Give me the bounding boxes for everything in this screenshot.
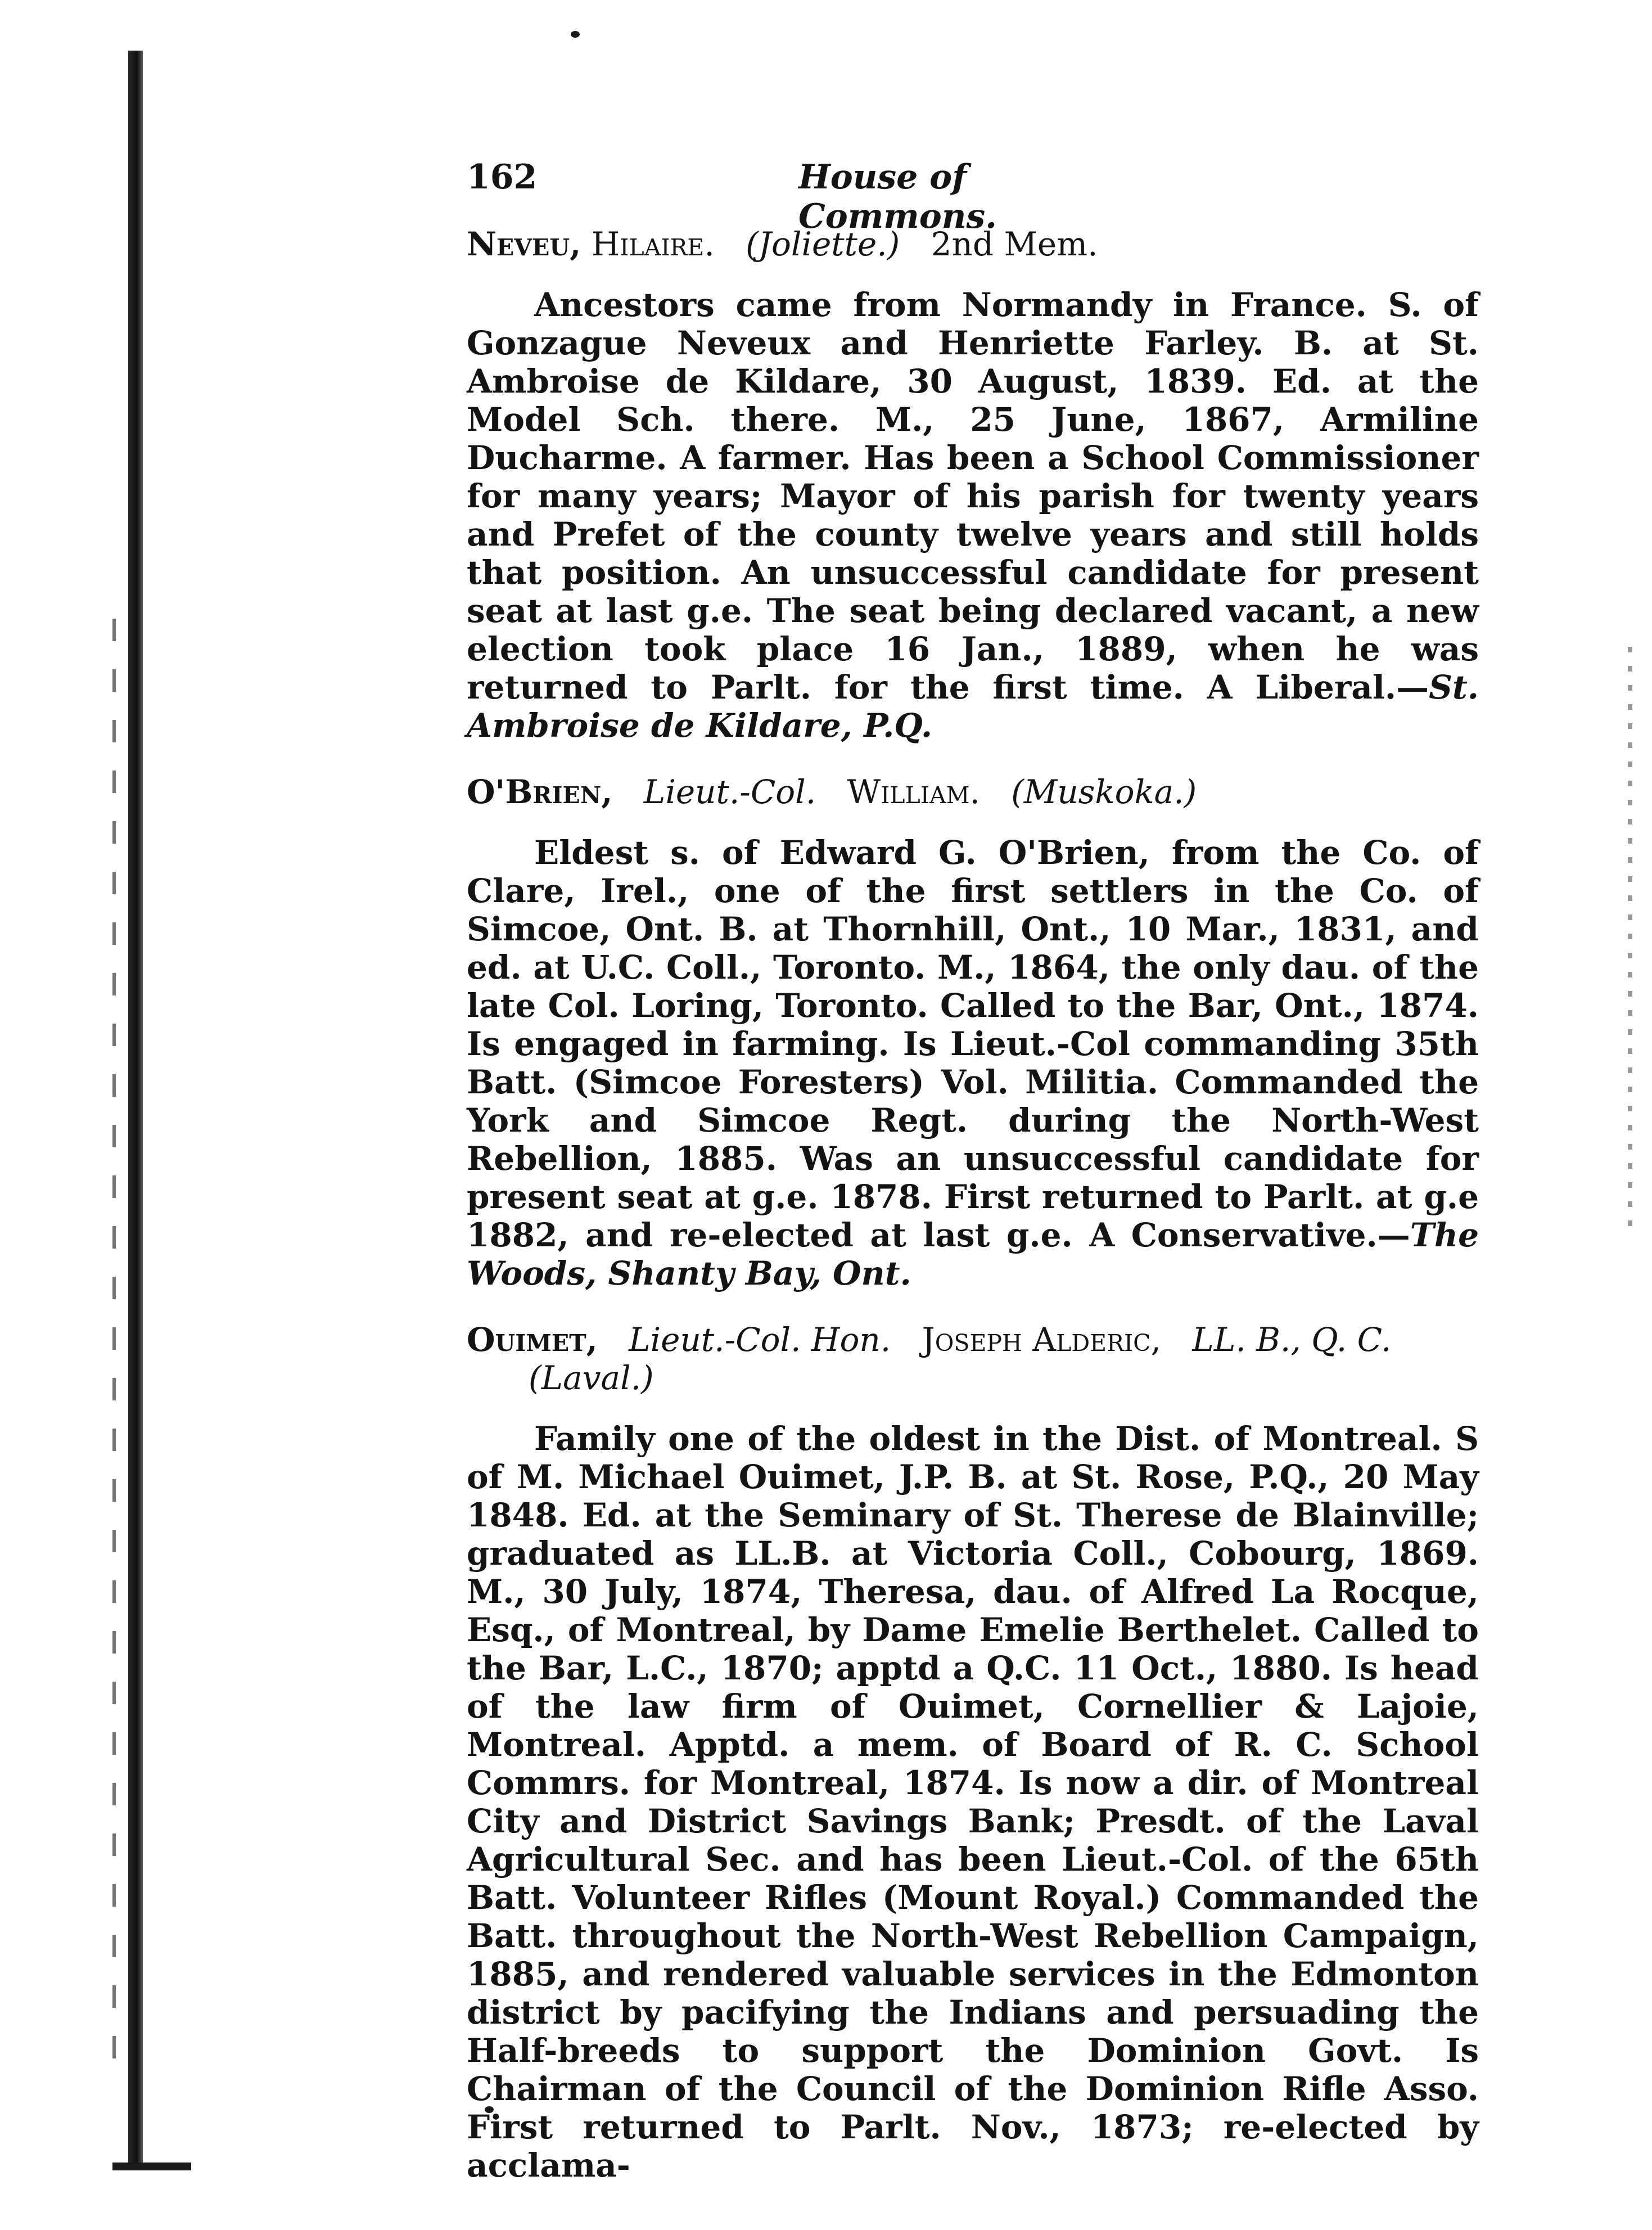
entry-rank: Lieut.-Col. Hon. [629,1321,891,1359]
entry-given-name: Joseph Alderic, [922,1321,1161,1359]
entry-heading-neveu [467,225,1479,263]
biography-text: Family one of the oldest in the Dist. of Montreal. S of M. Michael Ouimet, J.P. B. at St. Rose, P.Q., 20 May 1848. Ed. at the Seminary of St. Therese de Blainville; graduated as LL.B. at Victoria Coll., Cobourg, 1869. M., 30 July, 1874, Theresa, dau. of Alfred La Rocque, Esq., of Montreal, by Dame Emelie Berthelet. Called to the Bar, L.C., 1870; apptd a Q.C. 11 Oct., 1880. Is head of the law firm of Ouimet, Cornellier & Lajoie, Montreal. Apptd. a mem. of Board of R. C. School Commrs. for Montreal, 1874. Is now a dir. of Montreal City and District Savings Bank; Presdt. of the Laval Agricultural Sec. and has been Lieut.-Col. of the 65th Batt. Volunteer Rifles (Mount Royal.) Commanded the Batt. throughout the North-West Rebellion Campaign, 1885, and rendered valuable services in the Edmonton district by pacifying the Indians and persuading the Half-breeds to support the Dominion Govt. Is Chairman of the Council of the Dominion Rifle Asso. First returned to Parlt. Nov., 1873; re-elected by acclama- [467,1420,1479,2184]
entry-biography-ouimet [467,1420,1479,2184]
scan-edge-dashes-left [112,619,116,2081]
biography-text: Ancestors came from Normandy in France. S. of Gonzague Neveux and Henriette Farley. B. at St. Ambroise de Kildare, 30 August, 1839. Ed. at the Model Sch. there. M., 25 June, 1867, Armiline Ducharme. A farmer. Has been a School Commissioner for many years; Mayor of his parish for twenty years and Prefet of the county twelve years and still holds that position. An unsuccessful candidate for present seat at last g.e. The seat being declared vacant, a new election took place 16 Jan., 1889, when he was returned to Parlt. for the first time. A Liberal.— [467,286,1479,706]
biography-text: Eldest s. of Edward G. O'Brien, from the Co. of Clare, Irel., one of the first settlers in the Co. of Simcoe, Ont. B. at Thornhill, Ont., 10 Mar., 1831, and ed. at U.C. Coll., Toronto. M., 1864, the only dau. of the late Col. Loring, Toronto. Called to the Bar, Ont., 1874. Is engaged in farming. Is Lieut.-Col commanding 35th Batt. (Simcoe Foresters) Vol. Militia. Commanded the York and Simcoe Regt. during the North-West Rebellion, 1885. Was an unsuccessful candidate for present seat at g.e. 1878. First returned to Parlt. at g.e 1882, and re-elected at last g.e. A Conservative.— [467,834,1479,1254]
entry-address: The Woods, Shanty Bay, Ont. [467,1216,1479,1292]
entry-degrees: LL. B., Q. C. [1192,1321,1392,1359]
scan-edge-shadow-left [128,51,143,2165]
page-body [467,225,1479,2213]
page-number: 162 [467,157,538,197]
entry-surname: O'Brien, [467,773,613,811]
entry-surname: Neveu, [467,225,581,263]
running-title: House of Commons. [798,157,997,236]
entry-heading-obrien [467,773,1479,811]
entry-riding: (Laval.) [529,1359,654,1397]
entry-biography-obrien [467,834,1479,1292]
entry-member-note: 2nd Mem. [931,225,1098,263]
entry-address: St. Ambroise de Kildare, P.Q. [467,668,1479,745]
entry-given-name: Hilaire. [591,225,715,263]
scan-edge-foot [112,2163,191,2170]
entry-heading-ouimet [467,1321,1479,1397]
running-header [467,157,1175,236]
entry-biography-neveu [467,286,1479,745]
scan-edge-dashes-right [1628,647,1632,1237]
entry-riding: (Joliette.) [746,225,900,263]
entry-given-name: William. [847,773,980,811]
entry-riding: (Muskoka.) [1011,773,1197,811]
scan-speck [571,31,580,38]
entry-surname: Ouimet, [467,1321,598,1359]
entry-rank: Lieut.-Col. [643,773,816,811]
